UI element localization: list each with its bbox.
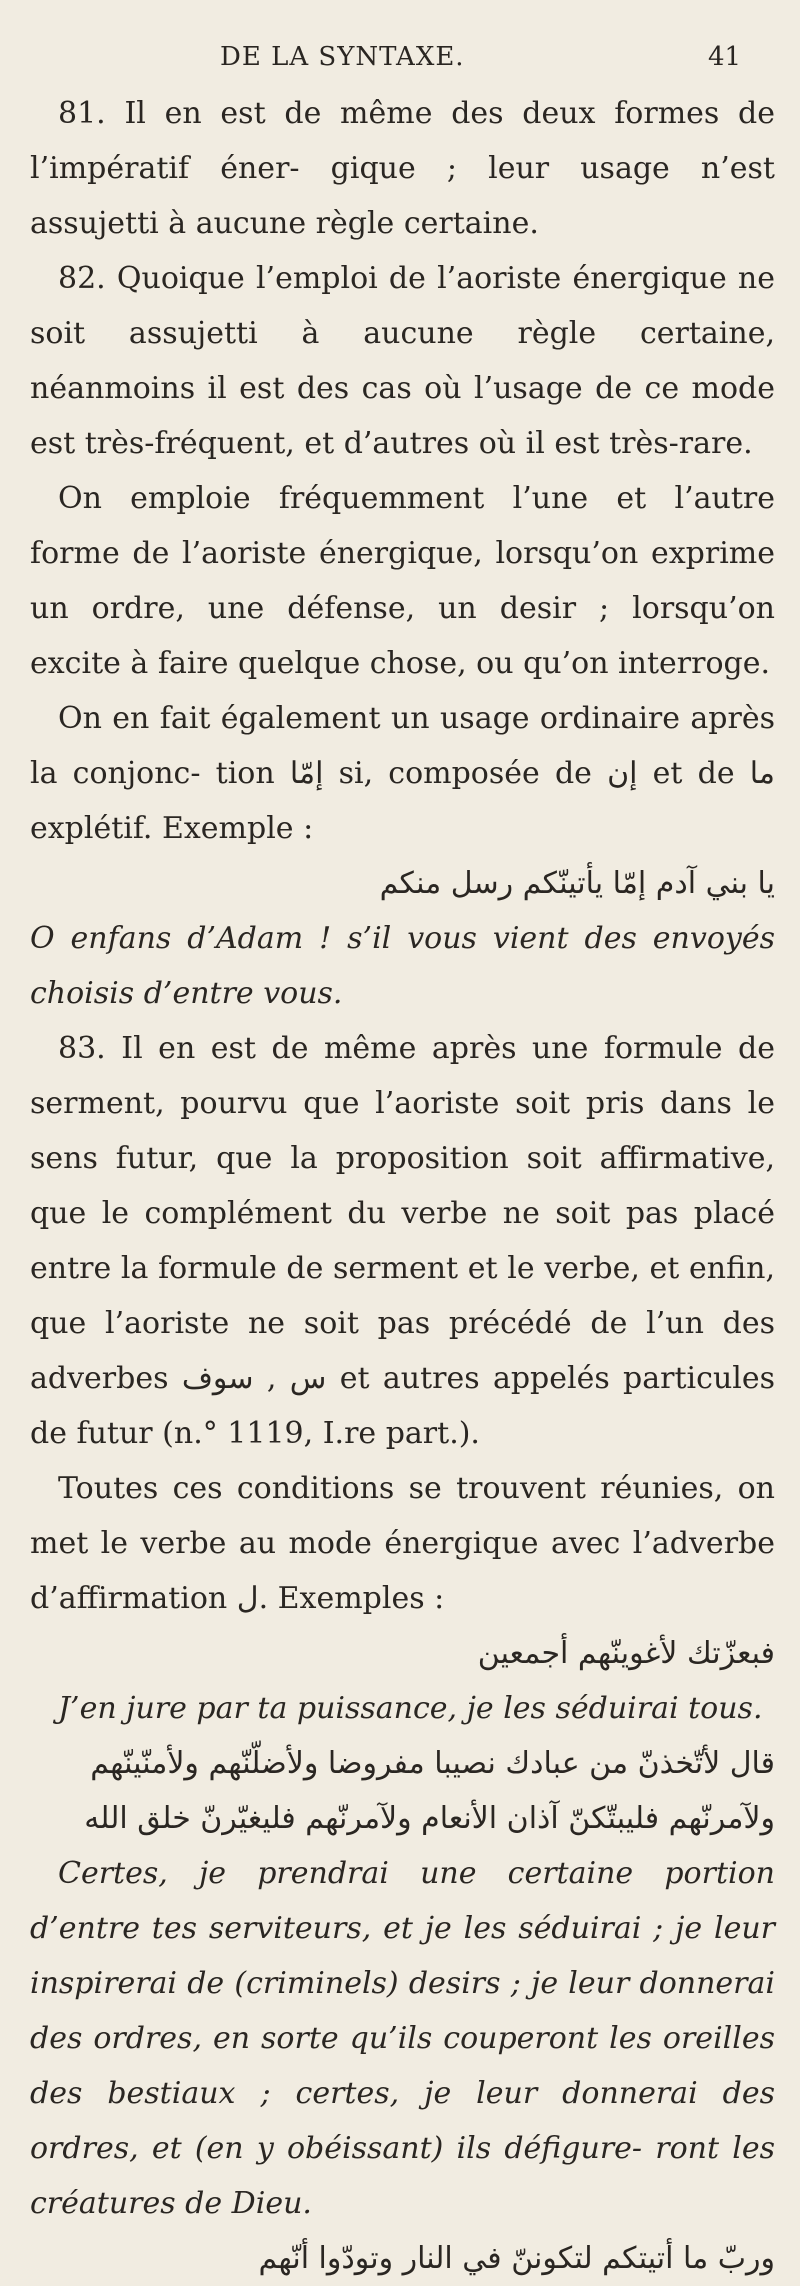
running-title: DE LA SYNTAXE.	[220, 42, 465, 72]
translation-1: O enfans d’Adam ! s’il vous vient des envoyés choisis d’entre vous.	[30, 921, 775, 1011]
paragraph-on-emploie: On emploie fréquemment l’une et l’autre forme de l’aoriste énergique, lorsqu’on exprime un ordre, une défense, un desir ; lorsqu’on excite à faire quelque chose, ou qu’on interroge.	[30, 481, 775, 681]
page-header	[0, 20, 800, 80]
paragraph-82: 82. Quoique l’emploi de l’aoriste énergique ne soit assujetti à aucune règle certaine, néanmoins il est des cas où l’usage de ce mode est très-fréquent, et d’autres où il est très-rare.	[30, 261, 775, 461]
translation-2: J’en jure par ta puissance, je les séduirai tous.	[58, 1691, 763, 1726]
paragraph-on-fait: On en fait également un usage ordinaire après la conjonc- tion إمّا si, composée de إن et de ما explétif. Exemple :	[30, 701, 775, 846]
paragraph-83: 83. Il en est de même après une formule de serment, pourvu que l’aoriste soit pris dans le sens futur, que la proposition soit affirmative, que le complément du verbe ne soit pas placé entre la formule de serment et le verbe, et enfin, que l’aoriste ne soit pas précédé de l’un des adverbes س , سوف et autres appelés particules de futur (n.° 1119, I.re part.).	[30, 1031, 776, 1451]
arabic-example-2: فبعزّتك لأغوينّهم أجمعين	[477, 1636, 775, 1671]
arabic-example-1: يا بني آدم إمّا يأتينّكم رسل منكم	[379, 866, 775, 901]
arabic-example-5: وربّ ما أتيتكم لتكوننّ في النار وتودّوا أنّهم	[258, 2241, 775, 2276]
translation-3: Certes, je prendrai une certaine portion d’entre tes serviteurs, et je les séduirai ; je leur inspirerai de (criminels) desirs ; je leur donnerai des ordres, en sorte qu’ils couperont les oreilles des bestiaux ; certes, je leur donnerai des ordres, et (en y obéissant) ils défigure- ront les créatures de Dieu.	[30, 1856, 775, 2221]
page-number: 41	[708, 42, 742, 72]
page-body	[30, 86, 775, 2286]
paragraph-81: 81. Il en est de même des deux formes de l’impératif éner- gique ; leur usage n’est assujetti à aucune règle certaine.	[30, 96, 775, 241]
arabic-example-3: قال لأتّخذنّ من عبادك نصيبا مفروضا ولأضلّنّهم ولأمنّينّهم	[90, 1746, 775, 1781]
paragraph-toutes: Toutes ces conditions se trouvent réunies, on met le verbe au mode énergique avec l’adverbe d’affirmation ل. Exemples :	[30, 1471, 775, 1616]
arabic-example-4: ولآمرنّهم فليبتّكنّ آذان الأنعام ولآمرنّهم فليغيّرنّ خلق الله	[84, 1801, 775, 1836]
